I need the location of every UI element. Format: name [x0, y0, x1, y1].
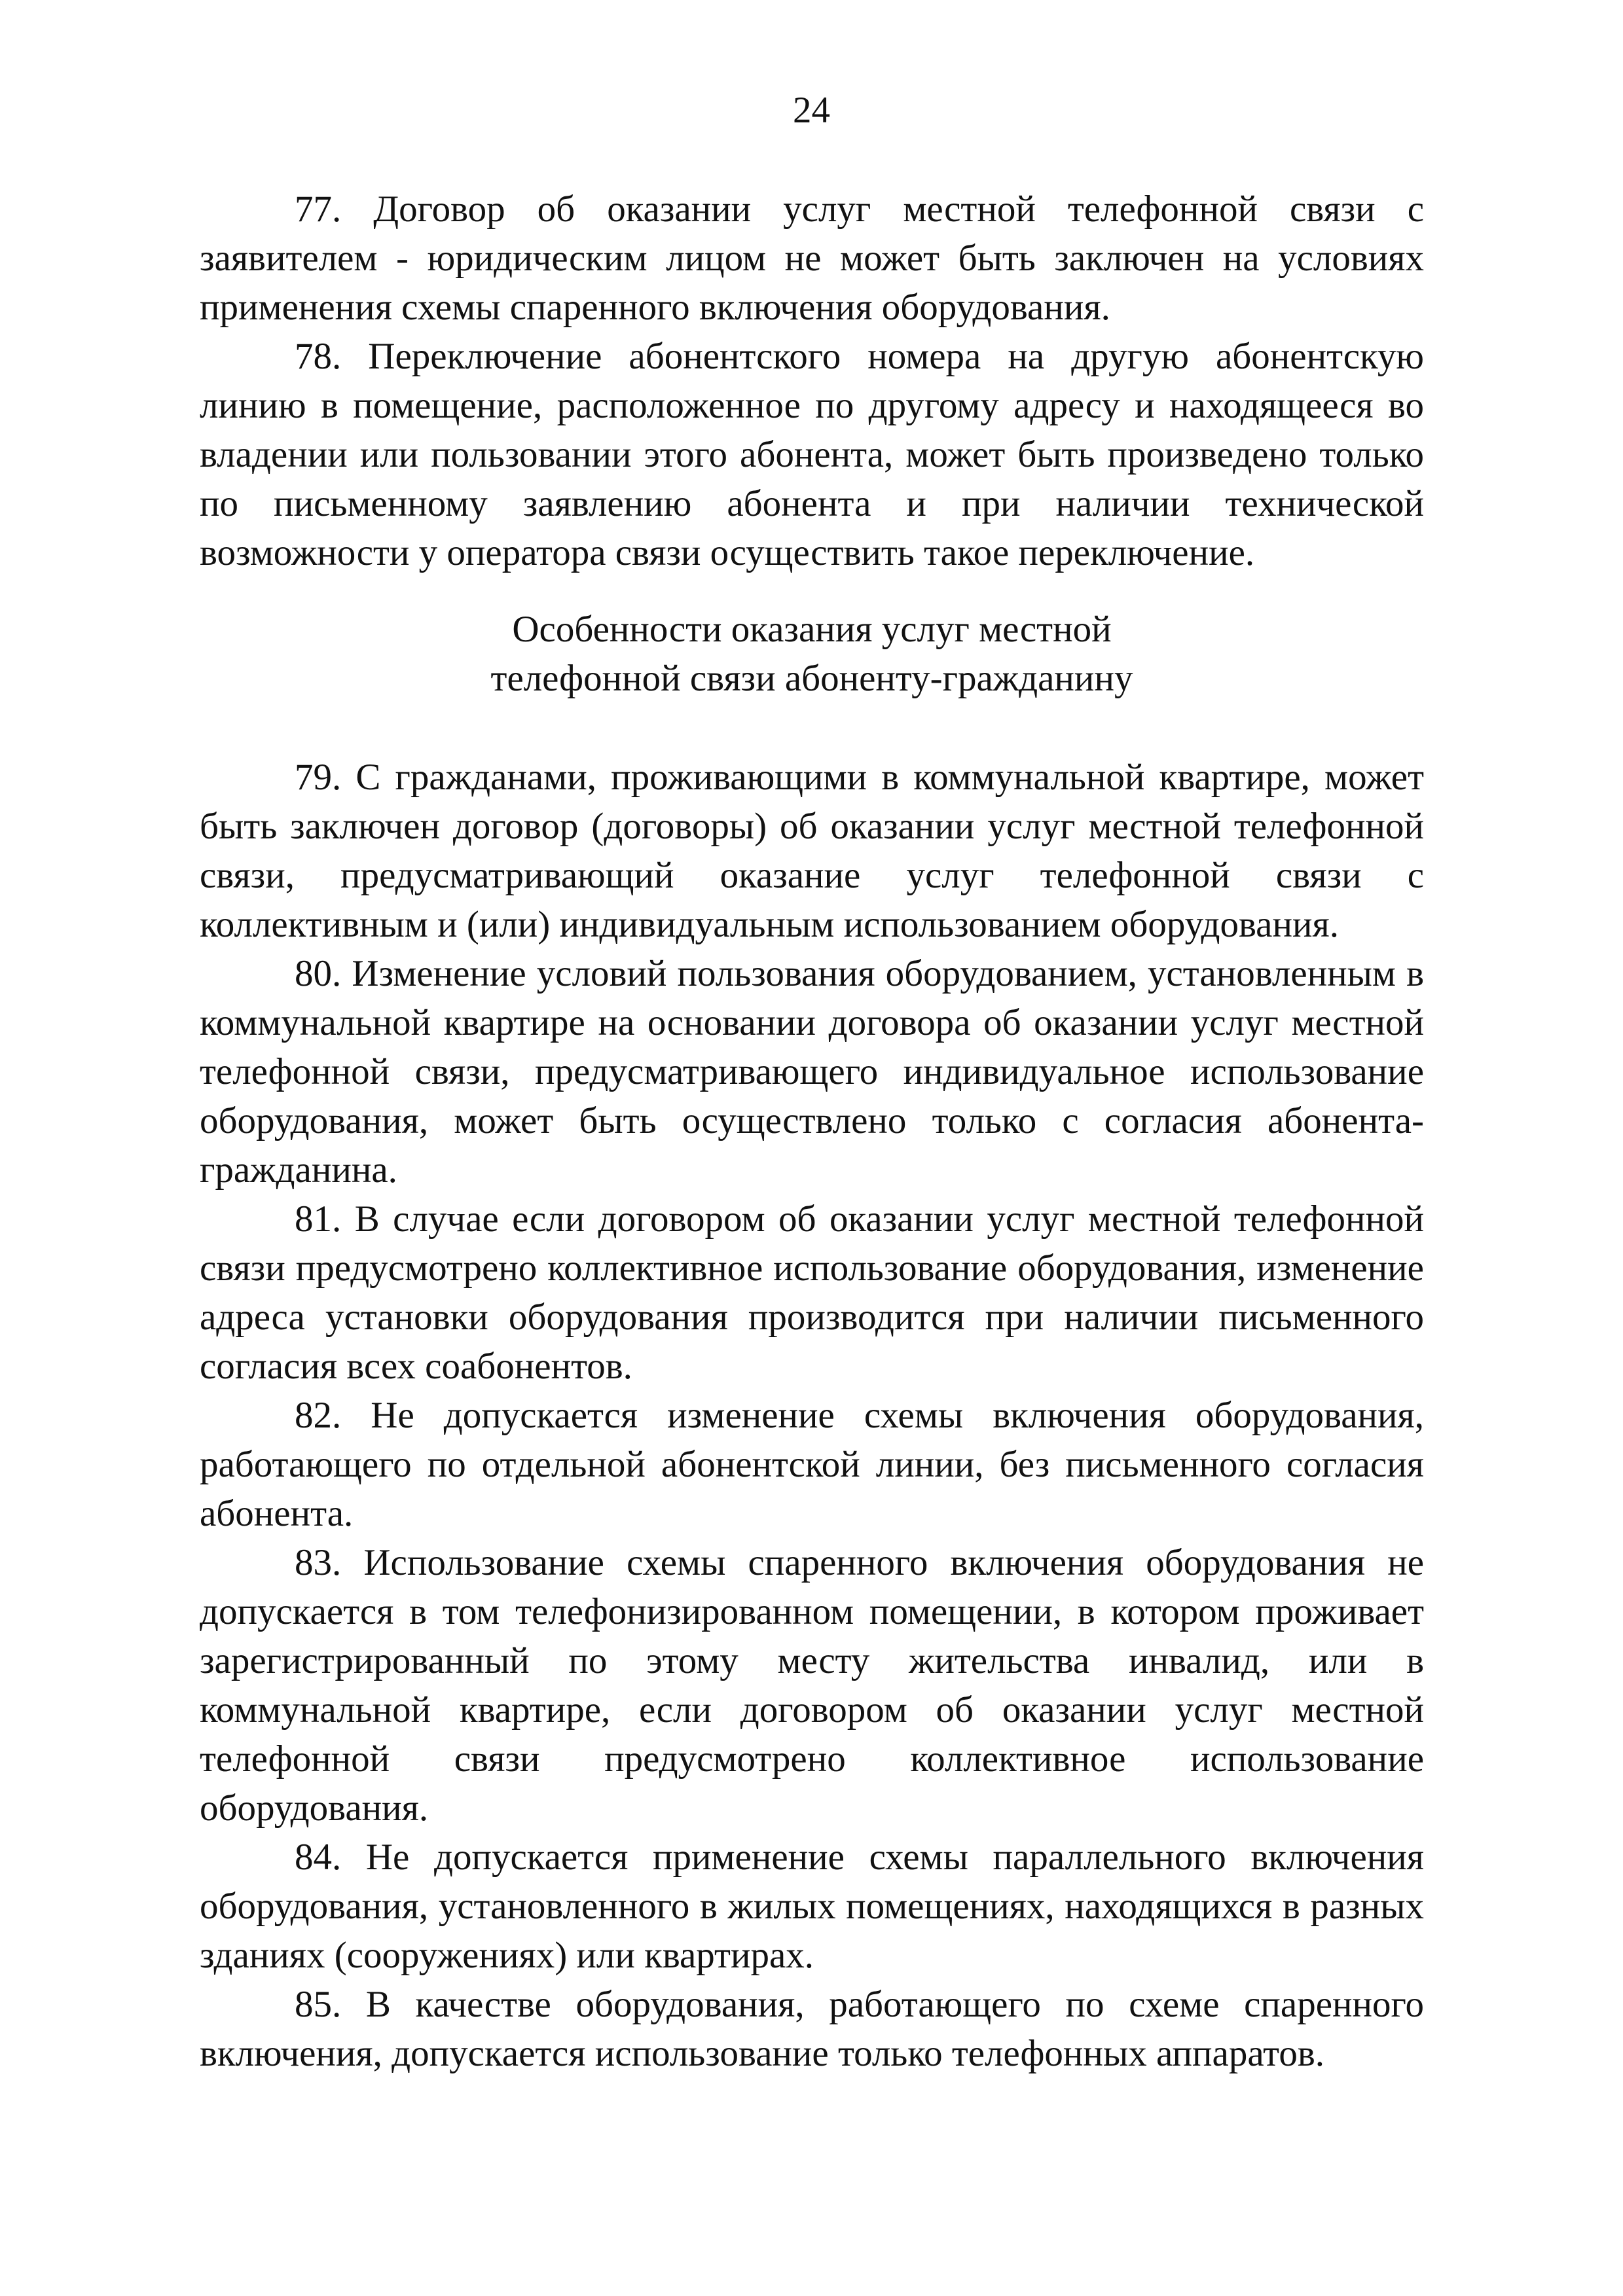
paragraph-80: 80. Изменение условий пользования оборудованием, установленным в коммунальной квартире на основании договора об оказании услуг местной телефонной связи, предусматривающего индивидуальное использование оборудования, может быть осуществлено только с согласия абонента-гражданина. [200, 953, 1424, 1191]
paragraph-77: 77. Договор об оказании услуг местной телефонной связи с заявителем - юридическим лицом не может быть заключен на условиях применения схемы спаренного включения оборудования. [200, 188, 1424, 328]
paragraph-79: 79. С гражданами, проживающими в коммунальной квартире, может быть заключен договор (договоры) об оказании услуг местной телефонной связи, предусматривающий оказание услуг телефонной связи с коллективным и (или) индивидуальным использованием оборудования. [200, 757, 1424, 945]
section-heading-line-2: телефонной связи абоненту-гражданину [490, 658, 1133, 699]
paragraph-83: 83. Использование схемы спаренного включения оборудования не допускается в том телефонизированном помещении, в котором проживает зарегистрированный по этому месту жительства инвалид, или в коммунальной квартире, если договором об оказании услуг местной телефонной связи предусмотрено коллективное использование оборудования. [200, 1542, 1424, 1829]
section-heading [200, 605, 1424, 703]
paragraph-82: 82. Не допускается изменение схемы включения оборудования, работающего по отдельной абонентской линии, без письменного согласия абонента. [200, 1395, 1424, 1534]
paragraph-81: 81. В случае если договором об оказании услуг местной телефонной связи предусмотрено коллективное использование оборудования, изменение адреса установки оборудования производится при наличии письменного согласия всех соабонентов. [200, 1198, 1424, 1387]
paragraph-78: 78. Переключение абонентского номера на другую абонентскую линию в помещение, расположенное по другому адресу и находящееся во владении или пользовании этого абонента, может быть произведено только по письменному заявлению абонента и при наличии технической возможности у оператора связи осуществить такое переключение. [200, 336, 1424, 573]
paragraph-84: 84. Не допускается применение схемы параллельного включения оборудования, установленного в жилых помещениях, находящихся в разных зданиях (сооружениях) или квартирах. [200, 1837, 1424, 1976]
paragraph-85: 85. В качестве оборудования, работающего по схеме спаренного включения, допускается использование только телефонных аппаратов. [200, 1984, 1424, 2074]
section-heading-line-1: Особенности оказания услуг местной [512, 609, 1112, 650]
page-number: 24 [793, 90, 830, 131]
document-body [200, 185, 1424, 2078]
